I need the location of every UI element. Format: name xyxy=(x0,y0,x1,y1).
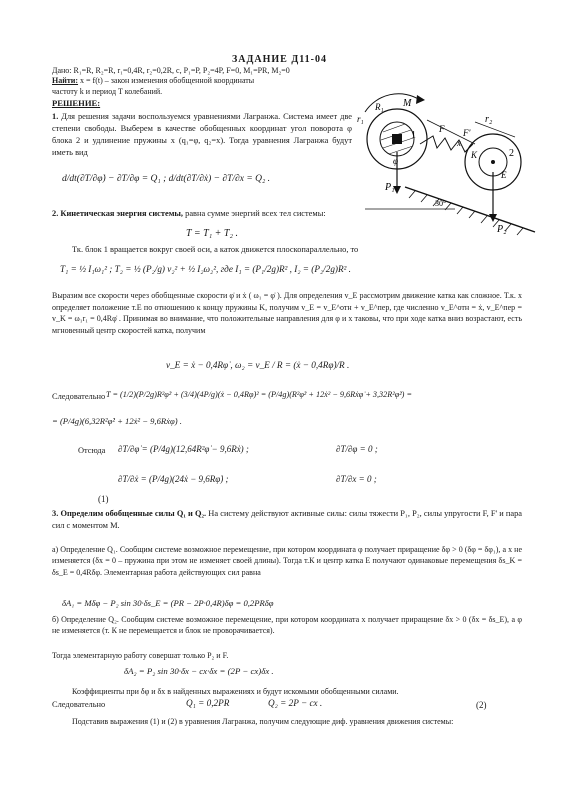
label-1: 1 xyxy=(411,130,416,141)
label-f: F xyxy=(439,124,445,134)
label-r1: r₁ xyxy=(357,114,364,124)
dim-r2-line xyxy=(475,122,515,137)
find-label: Найти: xyxy=(52,76,79,85)
coeff-text: Коэффициенты при δφ и δx в найденных выражениях и будут искомыми обобщенными силами. xyxy=(72,687,399,696)
work-2-eq: δA₂ = P₂ sin 30·δx − cx·δx = (2P − cx)δx . xyxy=(124,666,274,676)
energy-sum-eq: T = T₁ + T₂ . xyxy=(186,228,238,239)
label-k: K xyxy=(471,150,478,160)
deriv-x-eq: ∂T/∂ẋ = (P/4g)(24ẋ − 9,6Rφ̇) ; xyxy=(118,474,229,484)
q1-result-eq: Q₁ = 0,2PR xyxy=(186,698,230,708)
find-text: x = f(t) – закон изменения обобщенной координаты xyxy=(80,76,255,85)
label-phi: φ xyxy=(393,156,398,166)
energy-expanded-eq: T = (1/2)(P/2g)R²φ̇² + (3/4)(4P/g)(ẋ − 0,4Rφ̇)² = (P/4g)(R²φ̇² + 12ẋ² − 9,6Rẋφ̇ + 3,32R²φ̇²) = xyxy=(106,390,412,399)
find-line xyxy=(52,76,254,85)
spring-zigzag xyxy=(420,136,473,152)
find-line-2: частоту k и период T колебаний. xyxy=(52,87,163,96)
label-r1-big: R₁ xyxy=(375,102,384,112)
label-angle: 30° xyxy=(435,199,447,208)
moment-arrowhead xyxy=(416,95,425,104)
deriv-x-zero-eq: ∂T/∂x = 0 ; xyxy=(336,474,377,484)
label-e: E xyxy=(501,170,507,180)
lagrange-equations: d/dt(∂T/∂φ̇) − ∂T/∂φ = Q₁ ; d/dt(∂T/∂ẋ) − ∂T/∂x = Q₂ . xyxy=(62,174,271,184)
energy-terms-eq: T₁ = ½ I₁ω₁² ; T₂ = ½ (P₂/g) v₂² + ½ I₂ω₂², где I₁ = (P₁/2g)R² , I₂ = (P₂/2g)R² . xyxy=(60,264,351,274)
section-2-text-b: Тк. блок 1 вращается вокруг своей оси, а каток движется плоскопараллельно, то xyxy=(72,245,359,254)
label-r2: r₂ xyxy=(485,114,493,125)
final-text: Подставив выражения (1) и (2) в уравнения Лагранжа, получим следующие диф. уравнения движения системы: xyxy=(72,717,454,726)
label-m: M xyxy=(403,98,412,109)
section-3-heading-text: 3. Определим обобщенные силы Q₁ и Q₂. На систему действуют активные силы: силы тяжести P₁, P₂, силы упругости F, F' и пара сил с моментом M. xyxy=(52,509,522,530)
label-2: 2 xyxy=(509,148,514,159)
eq-number-2: (2) xyxy=(476,700,487,710)
label-x: x xyxy=(457,138,461,148)
given-line: Дано: R₁=R, R₂=R, r₁=0,4R, r₂=0,2R, c, P₁=P, P₂=4P, F=0, M₁=PR, M₂=0 xyxy=(52,66,290,75)
hence-label: Следовательно xyxy=(52,392,106,401)
section-1-text: 1. Для решения задачи воспользуемся уравнениями Лагранжа. Система имеет две степени свободы. Выберем в качестве обобщенных координат угол поворота φ блока 2 и удлинение пружины x (q₁=φ, q₂=x). Тогда уравнения Лагранжа будут иметь вид xyxy=(52,112,352,157)
q2-result-eq: Q₂ = 2P − cx . xyxy=(268,698,323,708)
q2-text-b: Тогда элементарную работу совершат только P₂ и F. xyxy=(52,651,229,660)
work-1-eq: δA₁ = Mδφ − P₂ sin 30·δs_E = (PR − 2P·0,4R)δφ = 0,2PRδφ xyxy=(62,598,274,608)
deriv-phi-eq: ∂T/∂φ̇ = (P/4g)(12,64R²φ̇ − 9,6Rẋ) ; xyxy=(118,444,249,454)
page-title: ЗАДАНИЕ Д11-04 xyxy=(232,54,327,65)
q1-text: а) Определение Q₁. Сообщим системе возможное перемещение, при котором координата φ получает приращение δφ > 0 (δφ = δφ₁), а x не изменяется (δx = 0 – пружина при этом не изменяет своей длины). Тогда т.К и центр катка E получают одинаковые перемещения δs_K = δs_E = 0,4Rδφ. Элементарная работа действующих сил равна xyxy=(52,545,522,577)
deriv-phi-zero-eq: ∂T/∂φ = 0 ; xyxy=(336,444,378,454)
energy-final-eq: = (P/4g)(6,32R²φ̇² + 12ẋ² − 9,6Rẋφ̇) . xyxy=(52,416,182,426)
section-2-text: 2. Кинетическая энергия системы, равна сумме энергий всех тел системы: xyxy=(52,209,326,218)
q2-text: б) Определение Q₂. Сообщим системе возможное перемещение, при котором координата x получает приращение δx > 0 (δx = δs_E), а φ не изменяется (т. К не перемещается и блок не проворачивается). xyxy=(52,615,522,636)
label-p1: P₁ xyxy=(385,182,395,193)
eq-number-1: (1) xyxy=(98,494,109,504)
label-p2: P₂ xyxy=(497,224,507,235)
label-f-prime: F' xyxy=(463,128,471,138)
hence-label-2: Следовательно xyxy=(52,700,106,709)
roller-2-center xyxy=(491,160,495,164)
velocity-eq: v_E = ẋ − 0,4Rφ̇ , ω₂ = v_E / R = (ẋ − 0,4Rφ̇)/R . xyxy=(166,360,350,370)
velocity-text: Выразим все скорости через обобщенные скорости φ̇ и ẋ ( ω₁ = φ̇ ). Для определения v_E рассмотрим движение катка как сложное. Т.к. x определяет положение т.E по отношению к концу пружины K, получим v_E = v_E^отн + v_E^пер, где численно v_E^отн = ẋ, v_E^пер = v_K = ω₁r₁ = 0,4Rφ̇ . Принимая во внимание, что положительные направления для φ и x таковы, что при ходе катка вниз возрастают, есть мгновенный центр скоростей катка, получим xyxy=(52,291,522,335)
from-here-label: Отсюда xyxy=(78,446,106,455)
solution-label: РЕШЕНИЕ: xyxy=(52,98,101,108)
block-1-hub xyxy=(392,134,402,144)
